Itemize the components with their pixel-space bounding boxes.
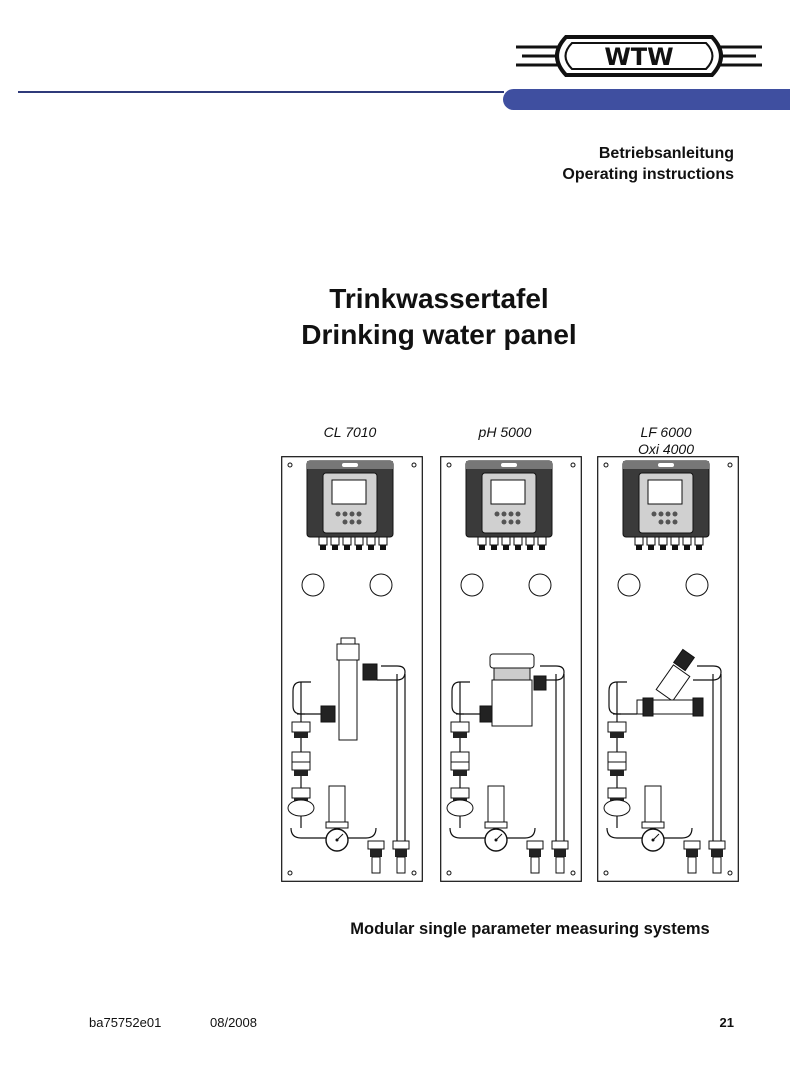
panel-drawing xyxy=(597,456,739,882)
panel-label-lf-oxi xyxy=(606,424,726,458)
panel-cl7010 xyxy=(281,456,423,882)
panel-label-lf6000: LF 6000 xyxy=(640,424,692,440)
header-bar xyxy=(503,89,790,110)
page-number: 21 xyxy=(719,1015,734,1030)
wtw-logo xyxy=(516,34,762,78)
document-date: 08/2008 xyxy=(210,1015,257,1030)
title-german: Trinkwassertafel xyxy=(329,283,549,314)
document-id: ba75752e01 xyxy=(89,1015,162,1030)
panel-label-cl7010: CL 7010 xyxy=(323,424,377,440)
panel-drawing xyxy=(440,456,582,882)
doctype-german: Betriebsanleitung xyxy=(598,145,734,162)
logo-text: WTW xyxy=(604,43,674,71)
panel-drawing xyxy=(281,456,423,882)
panel-lf6000-oxi4000 xyxy=(597,456,739,882)
header-rule xyxy=(18,91,504,93)
doctype-english: Operating instructions xyxy=(562,166,734,183)
panel-ph5000 xyxy=(440,456,582,882)
panel-label-oxi4000: Oxi 4000 xyxy=(637,441,695,457)
subtitle: Modular single parameter measuring systems xyxy=(350,920,710,938)
panel-label-ph5000: pH 5000 xyxy=(478,424,532,440)
title-english: Drinking water panel xyxy=(301,319,577,350)
